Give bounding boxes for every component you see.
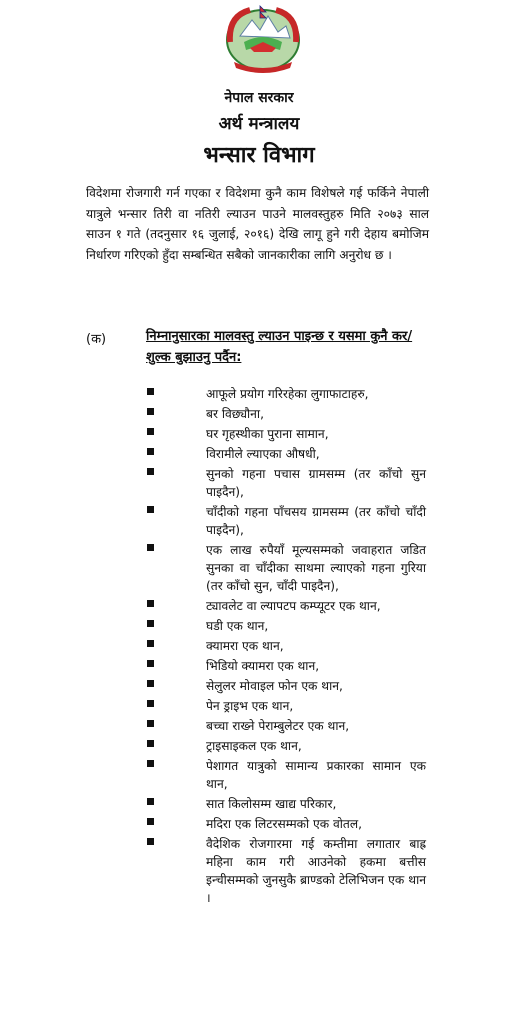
bullet-icon	[147, 506, 154, 513]
bullet-icon	[147, 760, 154, 767]
list-item-text: आफूले प्रयोग गरिरहेका लुगाफाटाहरु,	[206, 387, 369, 401]
list-item-text: वैदेशिक रोजगारमा गई कम्तीमा लगातार बाह्र महिना काम गरी आउनेको हकमा बत्तीस इन्चीसम्मको जुनसुकै ब्राण्डको टेलिभिजन एक थान ।	[206, 837, 426, 905]
list-item	[0, 405, 518, 423]
list-item-text: सेलुलर मोवाइल फोन एक थान,	[206, 679, 343, 693]
list-item	[0, 425, 518, 443]
list-item	[0, 385, 518, 403]
bullet-icon	[147, 600, 154, 607]
list-item-text: सुनको गहना पचास ग्रामसम्म (तर काँचो सुन पाइदैन),	[206, 467, 426, 499]
bullet-icon	[147, 740, 154, 747]
list-item	[0, 617, 518, 635]
list-item-text: घडी एक थान,	[206, 619, 269, 633]
nepal-emblem-logo	[220, 2, 306, 76]
list-item	[0, 815, 518, 833]
list-item	[0, 697, 518, 715]
list-item	[0, 757, 518, 793]
list-item-text: एक लाख रुपैयाँ मूल्यसम्मको जवाहरात जडित सुनका वा चाँदीका साथमा ल्याएको गहना गुरिया (तर काँचो सुन, चाँदी पाइदैन),	[206, 543, 426, 593]
list-item-text: पेशागत यात्रुको सामान्य प्रकारका सामान एक थान,	[206, 759, 426, 791]
list-item-text: ट्राइसाइकल एक थान,	[206, 739, 302, 753]
list-item	[0, 657, 518, 675]
list-item	[0, 465, 518, 501]
section-heading: निम्नानुसारका मालवस्तु ल्याउन पाइन्छ र यसमा कुनै कर/शुल्क बुझाउनु पर्दैन:	[146, 329, 413, 365]
bullet-icon	[147, 448, 154, 455]
list-item-text: भिडियो क्यामरा एक थान,	[206, 659, 320, 673]
list-item	[0, 597, 518, 615]
list-item-text: पेन ड्राइभ एक थान,	[206, 699, 294, 713]
bullet-icon	[147, 660, 154, 667]
item-list	[0, 385, 518, 909]
list-item	[0, 677, 518, 695]
list-item-text: ट्यावलेट वा ल्यापटप कम्प्यूटर एक थान,	[206, 599, 381, 613]
list-item	[0, 737, 518, 755]
list-item	[0, 795, 518, 813]
bullet-icon	[147, 468, 154, 475]
list-item-text: मदिरा एक लिटरसम्मको एक वोतल,	[206, 817, 363, 831]
bullet-icon	[147, 544, 154, 551]
list-item	[0, 717, 518, 735]
bullet-icon	[147, 408, 154, 415]
list-item	[0, 445, 518, 463]
bullet-icon	[147, 680, 154, 687]
list-item-text: बच्चा राख्ने पेराम्बुलेटर एक थान,	[206, 719, 350, 733]
bullet-icon	[147, 818, 154, 825]
page-title: भन्सार विभाग	[203, 143, 315, 168]
intro-paragraph: विदेशमा रोजगारी गर्न गएका र विदेशमा कुनै काम विशेषले गई फर्किने नेपाली यात्रुले भन्सार तिरी वा नतिरी ल्याउन पाउने मालवस्तुहरु मिति २०७३ साल साउन १ गते (तदनुसार १६ जुलाई, २०१६) देखि लागू हुने गरी देहाय बमोजिम निर्धारण गरिएको हुँदा सम्बन्धित सबैको जानकारीका लागि अनुरोध छ ।	[86, 186, 429, 262]
header-line-1: नेपाल सरकार	[224, 90, 294, 106]
bullet-icon	[147, 620, 154, 627]
bullet-icon	[147, 428, 154, 435]
list-item-text: क्यामरा एक थान,	[206, 639, 284, 653]
list-item-text: घर गृहस्थीका पुराना सामान,	[206, 427, 329, 441]
bullet-icon	[147, 700, 154, 707]
list-item-text: बर विछ्यौना,	[206, 407, 264, 421]
header-line-2: अर्थ मन्त्रालय	[218, 114, 300, 134]
list-item	[0, 541, 518, 595]
list-item	[0, 835, 518, 907]
list-item-text: सात किलोसम्म खाद्य परिकार,	[206, 797, 337, 811]
bullet-icon	[147, 388, 154, 395]
list-item	[0, 503, 518, 539]
list-item-text: चाँदीको गहना पाँचसय ग्रामसम्म (तर काँचो चाँदी पाइदैन),	[206, 505, 426, 537]
bullet-icon	[147, 798, 154, 805]
list-item	[0, 637, 518, 655]
bullet-icon	[147, 640, 154, 647]
bullet-icon	[147, 838, 154, 845]
bullet-icon	[147, 720, 154, 727]
section-marker: (क)	[86, 332, 107, 347]
list-item-text: विरामीले ल्याएका औषधी,	[206, 447, 320, 461]
